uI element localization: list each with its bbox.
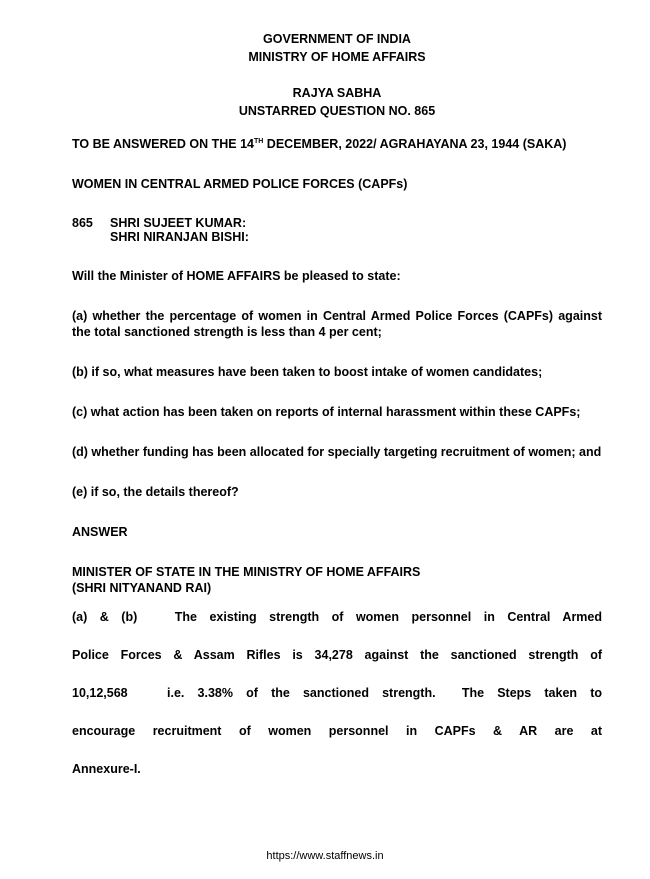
question-members (72, 216, 602, 244)
question-part-c: (c) what action has been taken on reports of internal harassment within these CAPFs; (72, 405, 581, 419)
question-part-a: (a) whether the percentage of women in Central Armed Police Forces (CAPFs) against the total sanctioned strength is less than 4 per cent; (72, 309, 602, 339)
minister-title: MINISTER OF STATE IN THE MINISTRY OF HOME AFFAIRS (72, 565, 421, 579)
minister-block (72, 564, 602, 596)
question-number: 865 (72, 216, 93, 230)
question-number-title: UNSTARRED QUESTION NO. 865 (238, 104, 436, 118)
answer-heading: ANSWER (72, 525, 128, 539)
ministry-title: MINISTRY OF HOME AFFAIRS (248, 50, 426, 64)
answer-date: TO BE ANSWERED ON THE 14TH DECEMBER, 2022/ AGRAHAYANA 23, 1944 (SAKA) (72, 137, 567, 151)
answer-line-3: 10,12,568 i.e. 3.38% of the sanctioned strength. The Steps taken to (72, 686, 602, 700)
question-intro: Will the Minister of HOME AFFAIRS be pleased to state: (72, 269, 401, 283)
question-part-b: (b) if so, what measures have been taken to boost intake of women candidates; (72, 365, 543, 379)
govt-title: GOVERNMENT OF INDIA (263, 32, 411, 46)
member-name-1: SHRI SUJEET KUMAR: (110, 216, 247, 230)
answer-body (72, 608, 602, 778)
member-name-2: SHRI NIRANJAN BISHI: (110, 230, 249, 244)
answer-line-5: Annexure-I. (72, 762, 141, 776)
answer-line-1: (a) & (b) The existing strength of women personnel in Central Armed (72, 610, 603, 624)
answer-line-4: encourage recruitment of women personnel in CAPFs & AR are at (72, 724, 602, 738)
question-part-e: (e) if so, the details thereof? (72, 485, 239, 499)
document-page (72, 30, 602, 778)
answer-label: (a) & (b) (72, 610, 138, 624)
minister-name: (SHRI NITYANAND RAI) (72, 581, 212, 595)
header-block (72, 30, 602, 120)
house-title: RAJYA SABHA (292, 86, 382, 100)
subject-title: WOMEN IN CENTRAL ARMED POLICE FORCES (CAPFs) (72, 177, 408, 191)
answer-line-2: Police Forces & Assam Rifles is 34,278 against the sanctioned strength of (72, 648, 602, 662)
question-part-d: (d) whether funding has been allocated for specially targeting recruitment of women; and (72, 445, 602, 459)
footer-url: https://www.staffnews.in (266, 850, 384, 862)
